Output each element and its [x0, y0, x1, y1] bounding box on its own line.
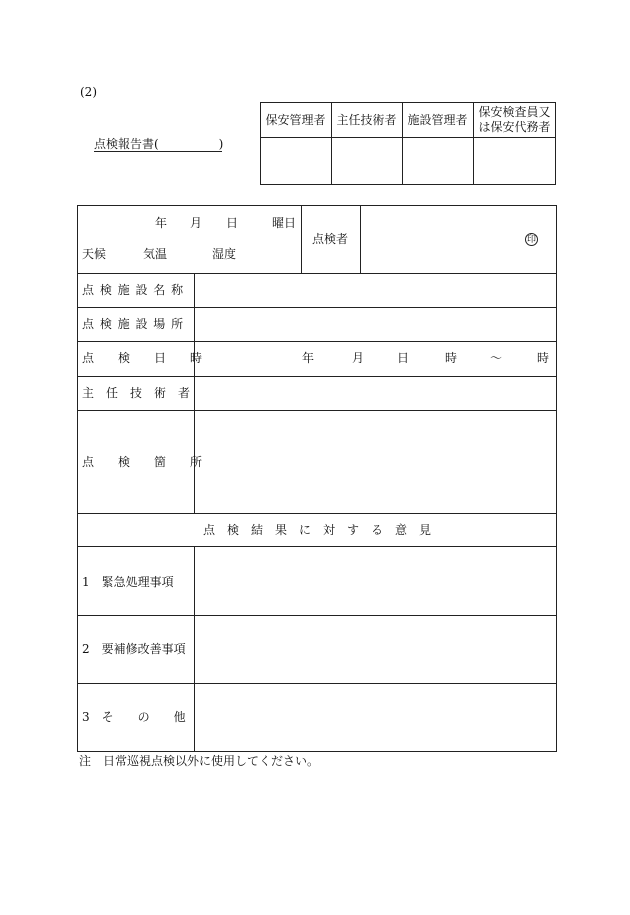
inspector-signature-field[interactable]: [361, 206, 521, 272]
facility-location-label: 点 検 施 設 場 所: [82, 317, 185, 331]
datetime-hour-end-unit: 時: [537, 351, 550, 365]
inspection-points-field[interactable]: [195, 411, 556, 513]
other-remarks-label: 3 そ の 他: [82, 710, 186, 724]
emergency-action-field[interactable]: [195, 547, 556, 615]
approval-header-chief-engineer: 主任技術者: [336, 113, 397, 127]
chief-engineer-field[interactable]: [195, 377, 556, 410]
emergency-action-label: 1 緊急処理事項: [82, 575, 174, 589]
datetime-tilde: ～: [490, 351, 503, 365]
date-inspector-divider: [301, 205, 302, 273]
other-remarks-field[interactable]: [195, 684, 556, 751]
approval-stamp-cell-4[interactable]: [474, 138, 555, 184]
datetime-hour-unit: 時: [445, 351, 458, 365]
date-weekday-unit: 曜日: [272, 216, 297, 230]
document-number: (2): [80, 85, 97, 99]
repair-improvement-field[interactable]: [195, 616, 556, 683]
opinion-section-header: 点 検 結 果 に 対 す る 意 見: [202, 523, 431, 537]
chief-engineer-label: 主 任 技 術 者: [82, 386, 191, 400]
facility-location-field[interactable]: [195, 308, 556, 341]
report-title: 点検報告書( ): [94, 137, 224, 151]
approval-header-safety-manager: 保安管理者: [265, 113, 326, 127]
humidity-label: 湿度: [212, 247, 237, 261]
datetime-day-unit: 日: [397, 351, 410, 365]
facility-name-label: 点 検 施 設 名 称: [82, 283, 185, 297]
inspection-datetime-field[interactable]: [195, 342, 556, 376]
approval-stamp-cell-1[interactable]: [261, 138, 331, 184]
approval-stamp-cell-3[interactable]: [403, 138, 473, 184]
inspection-datetime-label: 点 検 日 時: [82, 351, 203, 365]
date-day-unit: 日: [226, 216, 239, 230]
inspection-points-label: 点 検 箇 所: [82, 455, 203, 469]
row-divider-6: [77, 513, 557, 514]
weather-label: 天候: [82, 247, 107, 261]
title-underline: [94, 151, 222, 152]
seal-mark-icon: 印: [526, 235, 536, 245]
approval-stamp-cell-2[interactable]: [332, 138, 402, 184]
approval-header-inspector-line1: 保安検査員又: [478, 105, 551, 119]
datetime-month-unit: 月: [352, 351, 365, 365]
usage-note: 注 日常巡視点検以外に使用してください。: [79, 754, 320, 768]
approval-header-inspector-line2: は保安代務者: [478, 120, 551, 134]
datetime-year-unit: 年: [302, 351, 315, 365]
date-year-unit: 年: [155, 216, 168, 230]
approval-header-facility-manager: 施設管理者: [407, 113, 468, 127]
date-month-unit: 月: [190, 216, 203, 230]
facility-name-field[interactable]: [195, 274, 556, 307]
inspector-label: 点検者: [312, 232, 349, 246]
repair-improvement-label: 2 要補修改善事項: [82, 642, 186, 656]
temperature-label: 気温: [143, 247, 168, 261]
